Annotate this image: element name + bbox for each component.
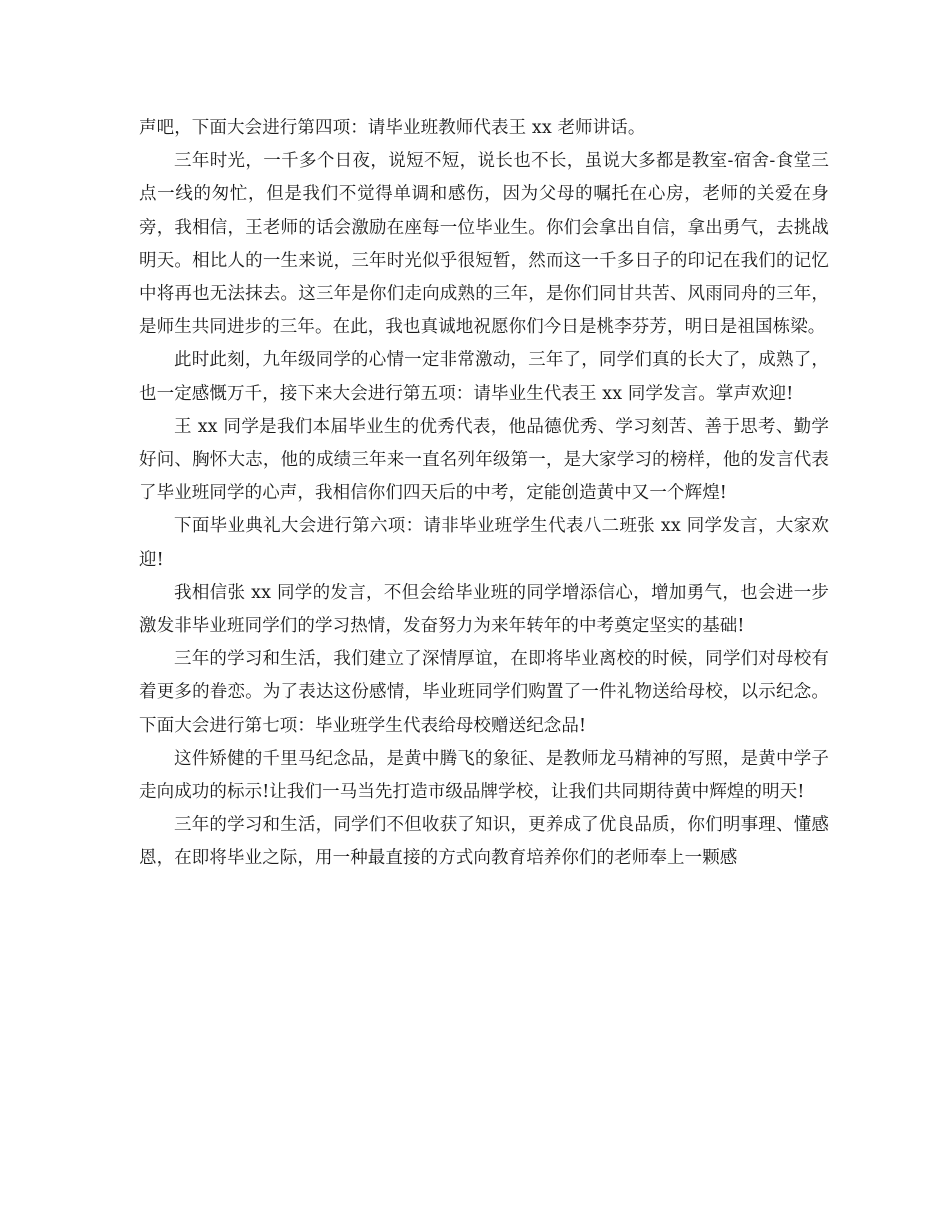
paragraph-8: 这件矫健的千里马纪念品，是黄中腾飞的象征、是教师龙马精神的写照，是黄中学子走向成功的标示!让我们一马当先打造市级品牌学校，让我们共同期待黄中辉煌的明天! [139, 748, 829, 803]
paragraph-5: 下面毕业典礼大会进行第六项：请非毕业班学生代表八二班张 xx 同学发言，大家欢迎! [139, 516, 829, 570]
paragraph-6: 我相信张 xx 同学的发言，不但会给毕业班的同学增添信心，增加勇气，也会进一步激发非毕业班同学们的学习热情，发奋努力为来年转年的中考奠定坚实的基础! [139, 582, 829, 637]
paragraph-4: 王 xx 同学是我们本届毕业生的优秀代表，他品德优秀、学习刻苦、善于思考、勤学好问、胸怀大志，他的成绩三年来一直名列年级第一，是大家学习的榜样，他的发言代表了毕业班同学的心声，我相信你们四天后的中考，定能创造黄中又一个辉煌! [139, 416, 829, 504]
paragraph-1: 声吧，下面大会进行第四项：请毕业班教师代表王 xx 老师讲话。 [139, 118, 646, 138]
paragraph-9: 三年的学习和生活，同学们不但收获了知识，更养成了优良品质，你们明事理、懂感恩，在即将毕业之际，用一种最直接的方式向教育培养你们的老师奉上一颗感 [139, 815, 829, 869]
paragraph-2: 三年时光，一千多个日夜，说短不短，说长也不长，虽说大多都是教室-宿舍-食堂三点一线的匆忙，但是我们不觉得单调和感伤，因为父母的嘱托在心房，老师的关爱在身旁，我相信，王老师的话会激励在座每一位毕业生。你们会拿出自信，拿出勇气，去挑战明天。相比人的一生来说，三年时光似乎很短暂，然而这一千多日子的印记在我们的记忆中将再也无法抹去。这三年是你们走向成熟的三年，是你们同甘共苦、风雨同舟的三年，是师生共同进步的三年。在此，我也真诚地祝愿你们今日是桃李芬芳，明日是祖国栋梁。 [139, 151, 829, 338]
paragraph-7: 三年的学习和生活，我们建立了深情厚谊，在即将毕业离校的时候，同学们对母校有着更多的眷恋。为了表达这份感情，毕业班同学们购置了一件礼物送给母校，以示纪念。下面大会进行第七项：毕业班学生代表给母校赠送纪念品! [139, 649, 829, 736]
document-body [139, 112, 829, 876]
paragraph-3: 此时此刻，九年级同学的心情一定非常激动，三年了，同学们真的长大了，成熟了，也一定感慨万千，接下来大会进行第五项：请毕业生代表王 xx 同学发言。掌声欢迎! [139, 350, 829, 404]
